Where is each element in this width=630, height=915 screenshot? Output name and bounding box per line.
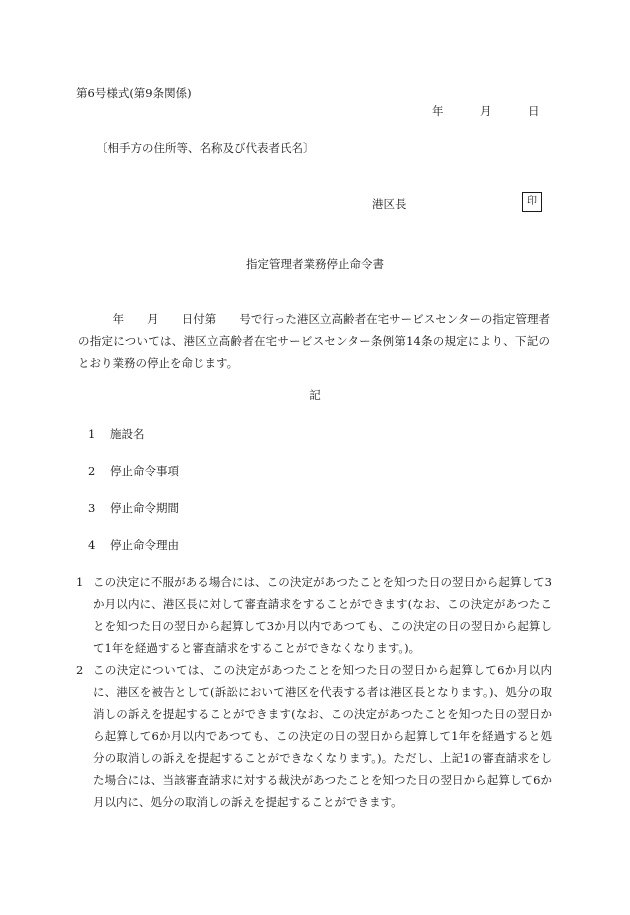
date-year: 年: [432, 104, 444, 118]
form-number: 第6号様式(第9条関係): [76, 86, 192, 100]
item-suspension-matters: [88, 463, 179, 479]
notes-section: [76, 571, 552, 813]
item-number: 3: [88, 501, 96, 515]
item-label: 停止命令事項: [110, 464, 179, 478]
seal-mark: 印: [522, 192, 542, 212]
document-title: 指定管理者業務停止命令書: [246, 257, 384, 271]
note-number: 1: [76, 575, 84, 589]
recipient-placeholder: 〔相手方の住所等、名称及び代表者氏名〕: [96, 141, 315, 155]
item-suspension-reason: [88, 537, 179, 553]
note-lawsuit: [76, 659, 552, 813]
note-text: この決定については、この決定があつたことを知つた日の翌日から起算して6か月以内に、港区を被告として(訴訟において港区を代表する者は港区長となります。)、処分の取消しの訴えを提起することができます(なお、この決定があつたことを知つた日の翌日から起算して6か月以内であつても、この決定の日の翌日から起算して1年を経過すると処分の取消しの訴えを提起することができなくなります。)。ただし、上記1の審査請求をした場合には、当該審査請求に対する裁決があつたことを知つた日の翌日から起算して6か月以内に、処分の取消しの訴えを提起することができます。: [93, 663, 552, 809]
item-number: 1: [88, 427, 96, 441]
ki-heading: 記: [309, 388, 321, 402]
item-number: 4: [88, 538, 96, 552]
issuer-name: 港区長: [372, 197, 407, 211]
item-label: 停止命令理由: [110, 538, 179, 552]
body-paragraph: 年 月 日付第 号で行った港区立高齢者在宅サービスセンターの指定管理者の指定については、港区立高齢者在宅サービスセンター条例第14条の規定により、下記のとおり業務の停止を命じます。: [78, 312, 550, 370]
note-number: 2: [76, 663, 84, 677]
item-label: 停止命令期間: [110, 501, 179, 515]
date-day: 日: [528, 104, 540, 118]
item-label: 施設名: [110, 427, 145, 441]
note-appeal: [76, 571, 552, 659]
date-month: 月: [480, 104, 492, 118]
item-number: 2: [88, 464, 96, 478]
note-text: この決定に不服がある場合には、この決定があつたことを知つた日の翌日から起算して3か月以内に、港区長に対して審査請求をすることができます(なお、この決定があつたことを知つた日の翌日から起算して3か月以内であつても、この決定の日の翌日から起算して1年を経過すると審査請求をすることができなくなります。)。: [93, 575, 552, 655]
item-facility-name: [88, 426, 145, 442]
item-suspension-period: [88, 500, 179, 516]
